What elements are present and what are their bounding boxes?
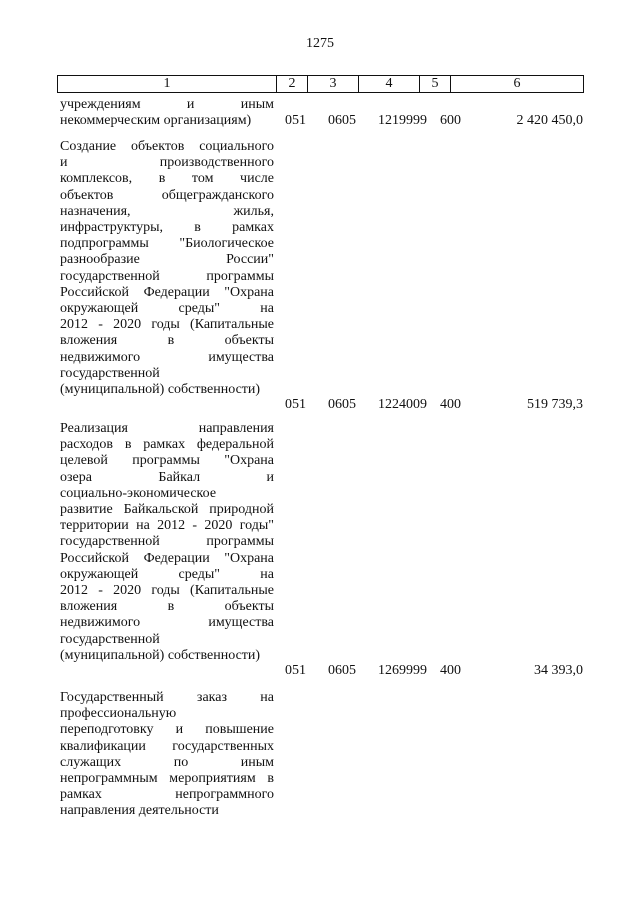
description-line: окружающей среды" на [60,566,274,582]
description-line: 2012 - 2020 годы (Капитальные [60,583,274,599]
cell-col6: 34 393,0 [534,663,583,678]
column-header-1: 1 [58,76,277,93]
description-line: переподготовку и повышение [60,722,274,738]
description-line: Создание объектов социального [60,139,274,154]
description-line: целевой программы "Охрана [60,453,274,469]
cell-col2: 051 [285,663,306,678]
cell-col2: 051 [285,113,306,128]
description-line: служащих по иным [60,754,274,770]
description-line: учреждениям и иным [60,97,274,112]
description-line: Реализация направления [60,421,274,436]
description-line: окружающей среды" на [60,301,274,317]
description-line: квалификации государственных [60,738,274,754]
cell-col3: 0605 [328,663,356,678]
description-line: профессиональную [60,706,177,722]
cell-col4: 1269999 [378,663,427,678]
description-line: вложения в объекты [60,333,274,349]
page-number: 1275 [306,36,334,51]
description-line: недвижимого имущества [60,349,274,365]
description-line: 2012 - 2020 годы (Капитальные [60,317,274,333]
description-line: подпрограммы "Биологическое [60,236,274,252]
cell-col3: 0605 [328,113,356,128]
description-line: непрограммным мероприятиям в [60,771,274,787]
description-line: Государственный заказ на [60,690,274,705]
cell-col5: 400 [440,663,461,678]
column-header-5: 5 [420,76,451,93]
description-line: государственной программы [60,534,274,550]
description-line: (муниципальной) собственности) [60,382,261,398]
cell-col5: 400 [440,397,461,412]
description-line: Российской Федерации "Охрана [60,550,274,566]
description-line: некоммерческим организациям) [60,113,252,129]
description-line: озера Байкал и [60,469,274,485]
description-line: и производственного [60,155,274,171]
description-line: развитие Байкальской природной [60,502,274,518]
description-line: назначения, жилья, [60,203,274,219]
cell-col4: 1224009 [378,397,427,412]
column-header-3: 3 [308,76,359,93]
description-line: рамках непрограммного [60,787,274,803]
cell-col3: 0605 [328,397,356,412]
description-line: направления деятельности [60,803,219,819]
description-line: (муниципальной) собственности) [60,647,261,663]
cell-col4: 1219999 [378,113,427,128]
cell-col6: 519 739,3 [527,397,583,412]
column-header-6: 6 [451,76,584,93]
description-line: комплексов, в том числе [60,171,274,187]
description-line: территории на 2012 - 2020 годы" [60,518,274,534]
row-description [60,139,274,398]
column-header-2: 2 [277,76,308,93]
description-line: Российской Федерации "Охрана [60,284,274,300]
description-line: недвижимого имущества [60,615,274,631]
row-description [60,421,274,664]
description-line: инфраструктуры, в рамках [60,220,274,236]
description-line: объектов общегражданского [60,187,274,203]
description-line: государственной [60,365,160,381]
cell-col6: 2 420 450,0 [516,113,583,128]
row-description [60,690,274,820]
description-line: расходов в рамках федеральной [60,437,274,453]
description-line: вложения в объекты [60,599,274,615]
column-header-4: 4 [359,76,420,93]
row-description [60,97,274,129]
description-line: социально-экономическое [60,485,217,501]
description-line: государственной программы [60,268,274,284]
cell-col5: 600 [440,113,461,128]
cell-col2: 051 [285,397,306,412]
description-line: государственной [60,631,160,647]
column-header-row [57,75,584,93]
description-line: разнообразие России" [60,252,274,268]
